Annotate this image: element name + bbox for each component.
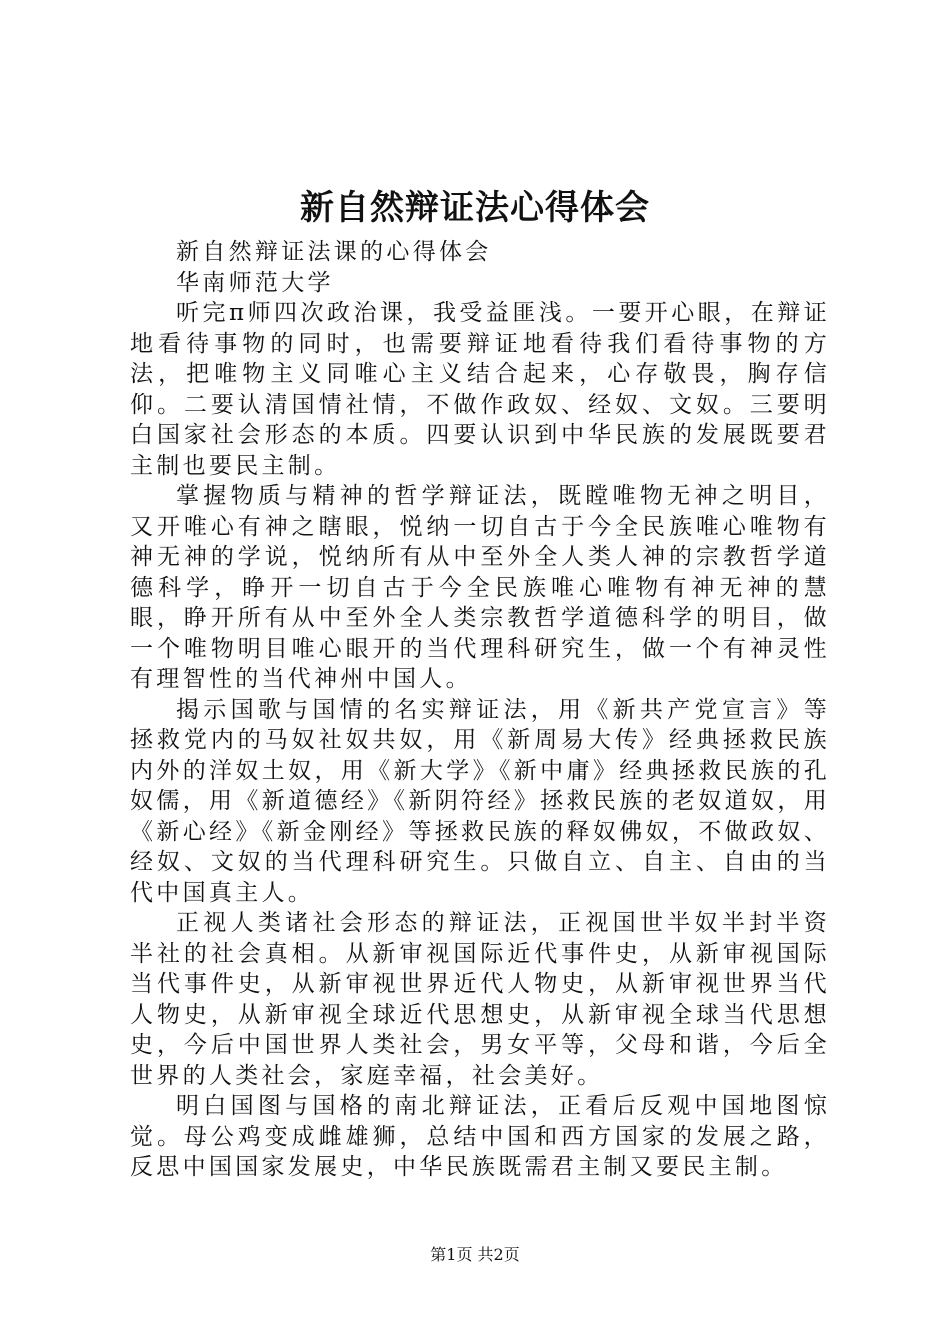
page-number: 第1页 共2页 bbox=[430, 1245, 520, 1264]
paragraph-5: 明白国图与国格的南北辩证法，正看后反观中国地图惊觉。母公鸡变成雌雄狮，总结中国和西方国家的发展之路，反思中国国家发展史，中华民族既需君主制又要民主制。 bbox=[130, 1093, 830, 1180]
school-line: 华南师范大学 bbox=[176, 269, 334, 296]
paragraph-3: 揭示国歌与国情的名实辩证法，用《新共产党宣言》等拯救党内的马奴社奴共奴，用《新周易大传》经典拯救民族内外的洋奴土奴，用《新大学》《新中庸》经典拯救民族的孔奴儒，用《新道德经》《新阴符经》拯救民族的老奴道奴，用《新心经》《新金刚经》等拯救民族的释奴佛奴，不做政奴、经奴、文奴的当代理科研究生。只做自立、自主、自由的当代中国真主人。 bbox=[130, 696, 830, 906]
document-body bbox=[130, 237, 830, 1183]
paragraph-4: 正视人类诸社会形态的辩证法，正视国世半奴半封半资半社的社会真相。从新审视国际近代事件史，从新审视国际当代事件史，从新审视世界近代人物史，从新审视世界当代人物史，从新审视全球近代思想史，从新审视全球当代思想史，今后中国世界人类社会，男女平等，父母和谐，今后全世界的人类社会，家庭幸福，社会美好。 bbox=[130, 910, 830, 1089]
page-footer bbox=[0, 1245, 950, 1265]
paragraph-2: 掌握物质与精神的哲学辩证法，既瞠唯物无神之明目，又开唯心有神之瞎眼，悦纳一切自古于今全民族唯心唯物有神无神的学说，悦纳所有从中至外全人类人神的宗教哲学道德科学，睁开一切自古于今全民族唯心唯物有神无神的慧眼，睁开所有从中至外全人类宗教哲学道德科学的明目，做一个唯物明目唯心眼开的当代理科研究生，做一个有神灵性有理智性的当代神州中国人。 bbox=[130, 483, 830, 692]
subtitle-line: 新自然辩证法课的心得体会 bbox=[176, 239, 492, 265]
document-title: 新自然辩证法心得体会 bbox=[300, 188, 650, 228]
paragraph-1: 听完π师四次政治课，我受益匪浅。一要开心眼，在辩证地看待事物的同时，也需要辩证地看待我们看待事物的方法，把唯物主义同唯心主义结合起来，心存敬畏，胸存信仰。二要认清国情社情，不做作政奴、经奴、文奴。三要明白国家社会形态的本质。四要认识到中华民族的发展既要君主制也要民主制。 bbox=[130, 300, 830, 479]
